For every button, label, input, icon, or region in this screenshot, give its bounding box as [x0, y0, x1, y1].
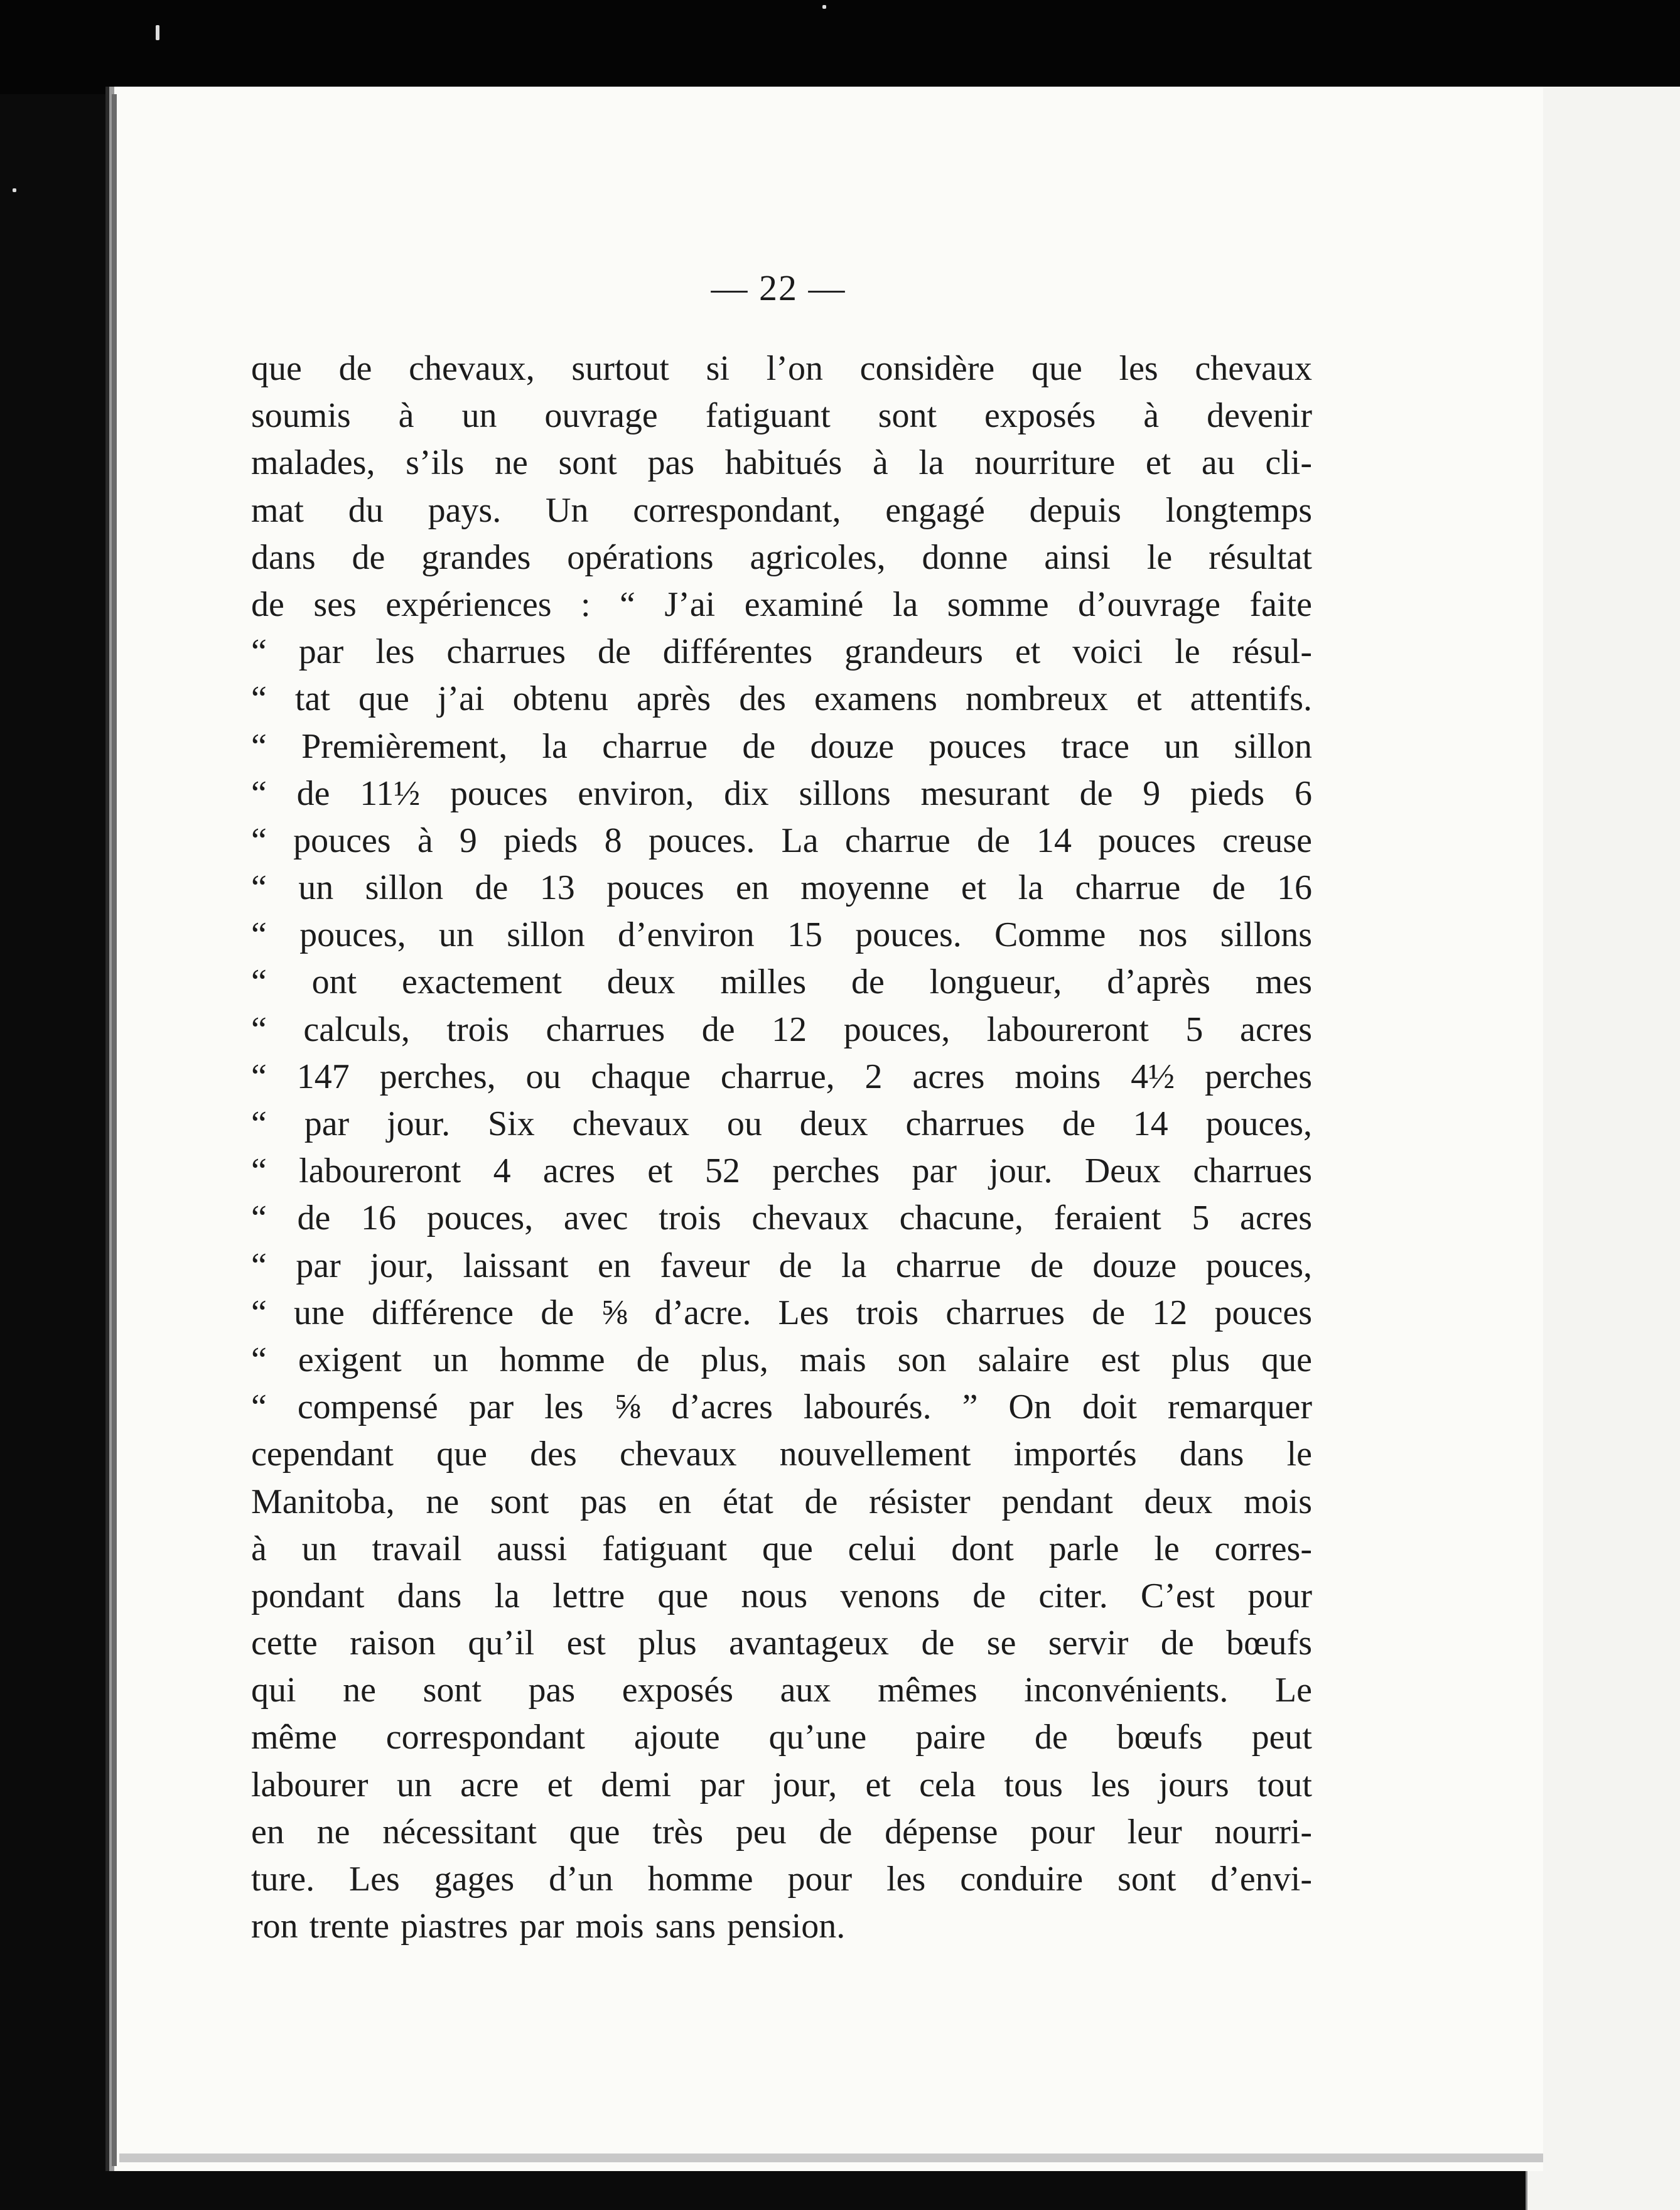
- text-line: à un travail aussi fatiguant que celui dont parle le corres-: [251, 1529, 1312, 1568]
- text-line: “ compensé par les ⅝ d’acres labourés. ” On doit remarquer: [251, 1388, 1312, 1427]
- text-line: “ calculs, trois charrues de 12 pouces, laboureront 5 acres: [251, 1010, 1312, 1049]
- text-line: “ ont exactement deux milles de longueur, d’après mes: [251, 962, 1312, 1002]
- text-line: ture. Les gages d’un homme pour les conduire sont d’envi-: [251, 1860, 1312, 1899]
- page-bottom-edge: [119, 2153, 1543, 2162]
- text-line: “ par jour. Six chevaux ou deux charrues de 14 pouces,: [251, 1104, 1312, 1143]
- text-line: que de chevaux, surtout si l’on considère que les chevaux: [251, 349, 1312, 388]
- text-line: “ de 16 pouces, avec trois chevaux chacune, feraient 5 acres: [251, 1199, 1312, 1238]
- adjacent-page: [1526, 87, 1680, 2210]
- text-line: malades, s’ils ne sont pas habitués à la nourriture et au cli-: [251, 443, 1312, 483]
- text-line: “ laboureront 4 acres et 52 perches par jour. Deux charrues: [251, 1151, 1312, 1191]
- text-line: en ne nécessitant que très peu de dépense pour leur nourri-: [251, 1812, 1312, 1852]
- body-text: [251, 345, 1312, 1950]
- text-line: cependant que des chevaux nouvellement importés dans le: [251, 1435, 1312, 1474]
- text-line: “ Premièrement, la charrue de douze pouces trace un sillon: [251, 726, 1312, 766]
- text-line: mat du pays. Un correspondant, engagé depuis longtemps: [251, 490, 1312, 530]
- scan-speck: [822, 5, 826, 9]
- text-line: “ exigent un homme de plus, mais son salaire est plus que: [251, 1340, 1312, 1379]
- text-line: “ de 11½ pouces environ, dix sillons mesurant de 9 pieds 6: [251, 774, 1312, 813]
- scan-speck: [156, 25, 159, 40]
- page-binding-edge: [112, 94, 117, 2166]
- text-line: dans de grandes opérations agricoles, donne ainsi le résultat: [251, 537, 1312, 577]
- text-line: cette raison qu’il est plus avantageux de se servir de bœufs: [251, 1624, 1312, 1663]
- text-line: qui ne sont pas exposés aux mêmes inconvénients. Le: [251, 1671, 1312, 1710]
- text-line: “ pouces à 9 pieds 8 pouces. La charrue de 14 pouces creuse: [251, 821, 1312, 860]
- text-line: “ un sillon de 13 pouces en moyenne et la charrue de 16: [251, 868, 1312, 908]
- text-line: “ une différence de ⅝ d’acre. Les trois charrues de 12 pouces: [251, 1293, 1312, 1332]
- text-line: “ par les charrues de différentes grandeurs et voici le résul-: [251, 632, 1312, 672]
- scan-speck: [13, 188, 16, 192]
- text-line: de ses expériences : “ J’ai examiné la somme d’ouvrage faite: [251, 585, 1312, 624]
- text-line: “ pouces, un sillon d’environ 15 pouces. Comme nos sillons: [251, 915, 1312, 955]
- text-line: soumis à un ouvrage fatiguant sont exposés à devenir: [251, 396, 1312, 436]
- text-line: pondant dans la lettre que nous venons de citer. C’est pour: [251, 1576, 1312, 1615]
- text-line: labourer un acre et demi par jour, et cela tous les jours tout: [251, 1765, 1312, 1804]
- scan-background: [0, 0, 1680, 94]
- text-line: Manitoba, ne sont pas en état de résister pendant deux mois: [251, 1482, 1312, 1521]
- page-number: — 22 —: [711, 267, 846, 308]
- text-line: ron trente piastres par mois sans pension.: [251, 1907, 846, 1946]
- text-line: “ 147 perches, ou chaque charrue, 2 acres moins 4½ perches: [251, 1057, 1312, 1096]
- text-line: “ par jour, laissant en faveur de la charrue de douze pouces,: [251, 1246, 1312, 1285]
- text-line: même correspondant ajoute qu’une paire de bœufs peut: [251, 1718, 1312, 1757]
- text-line: “ tat que j’ai obtenu après des examens nombreux et attentifs.: [251, 679, 1312, 719]
